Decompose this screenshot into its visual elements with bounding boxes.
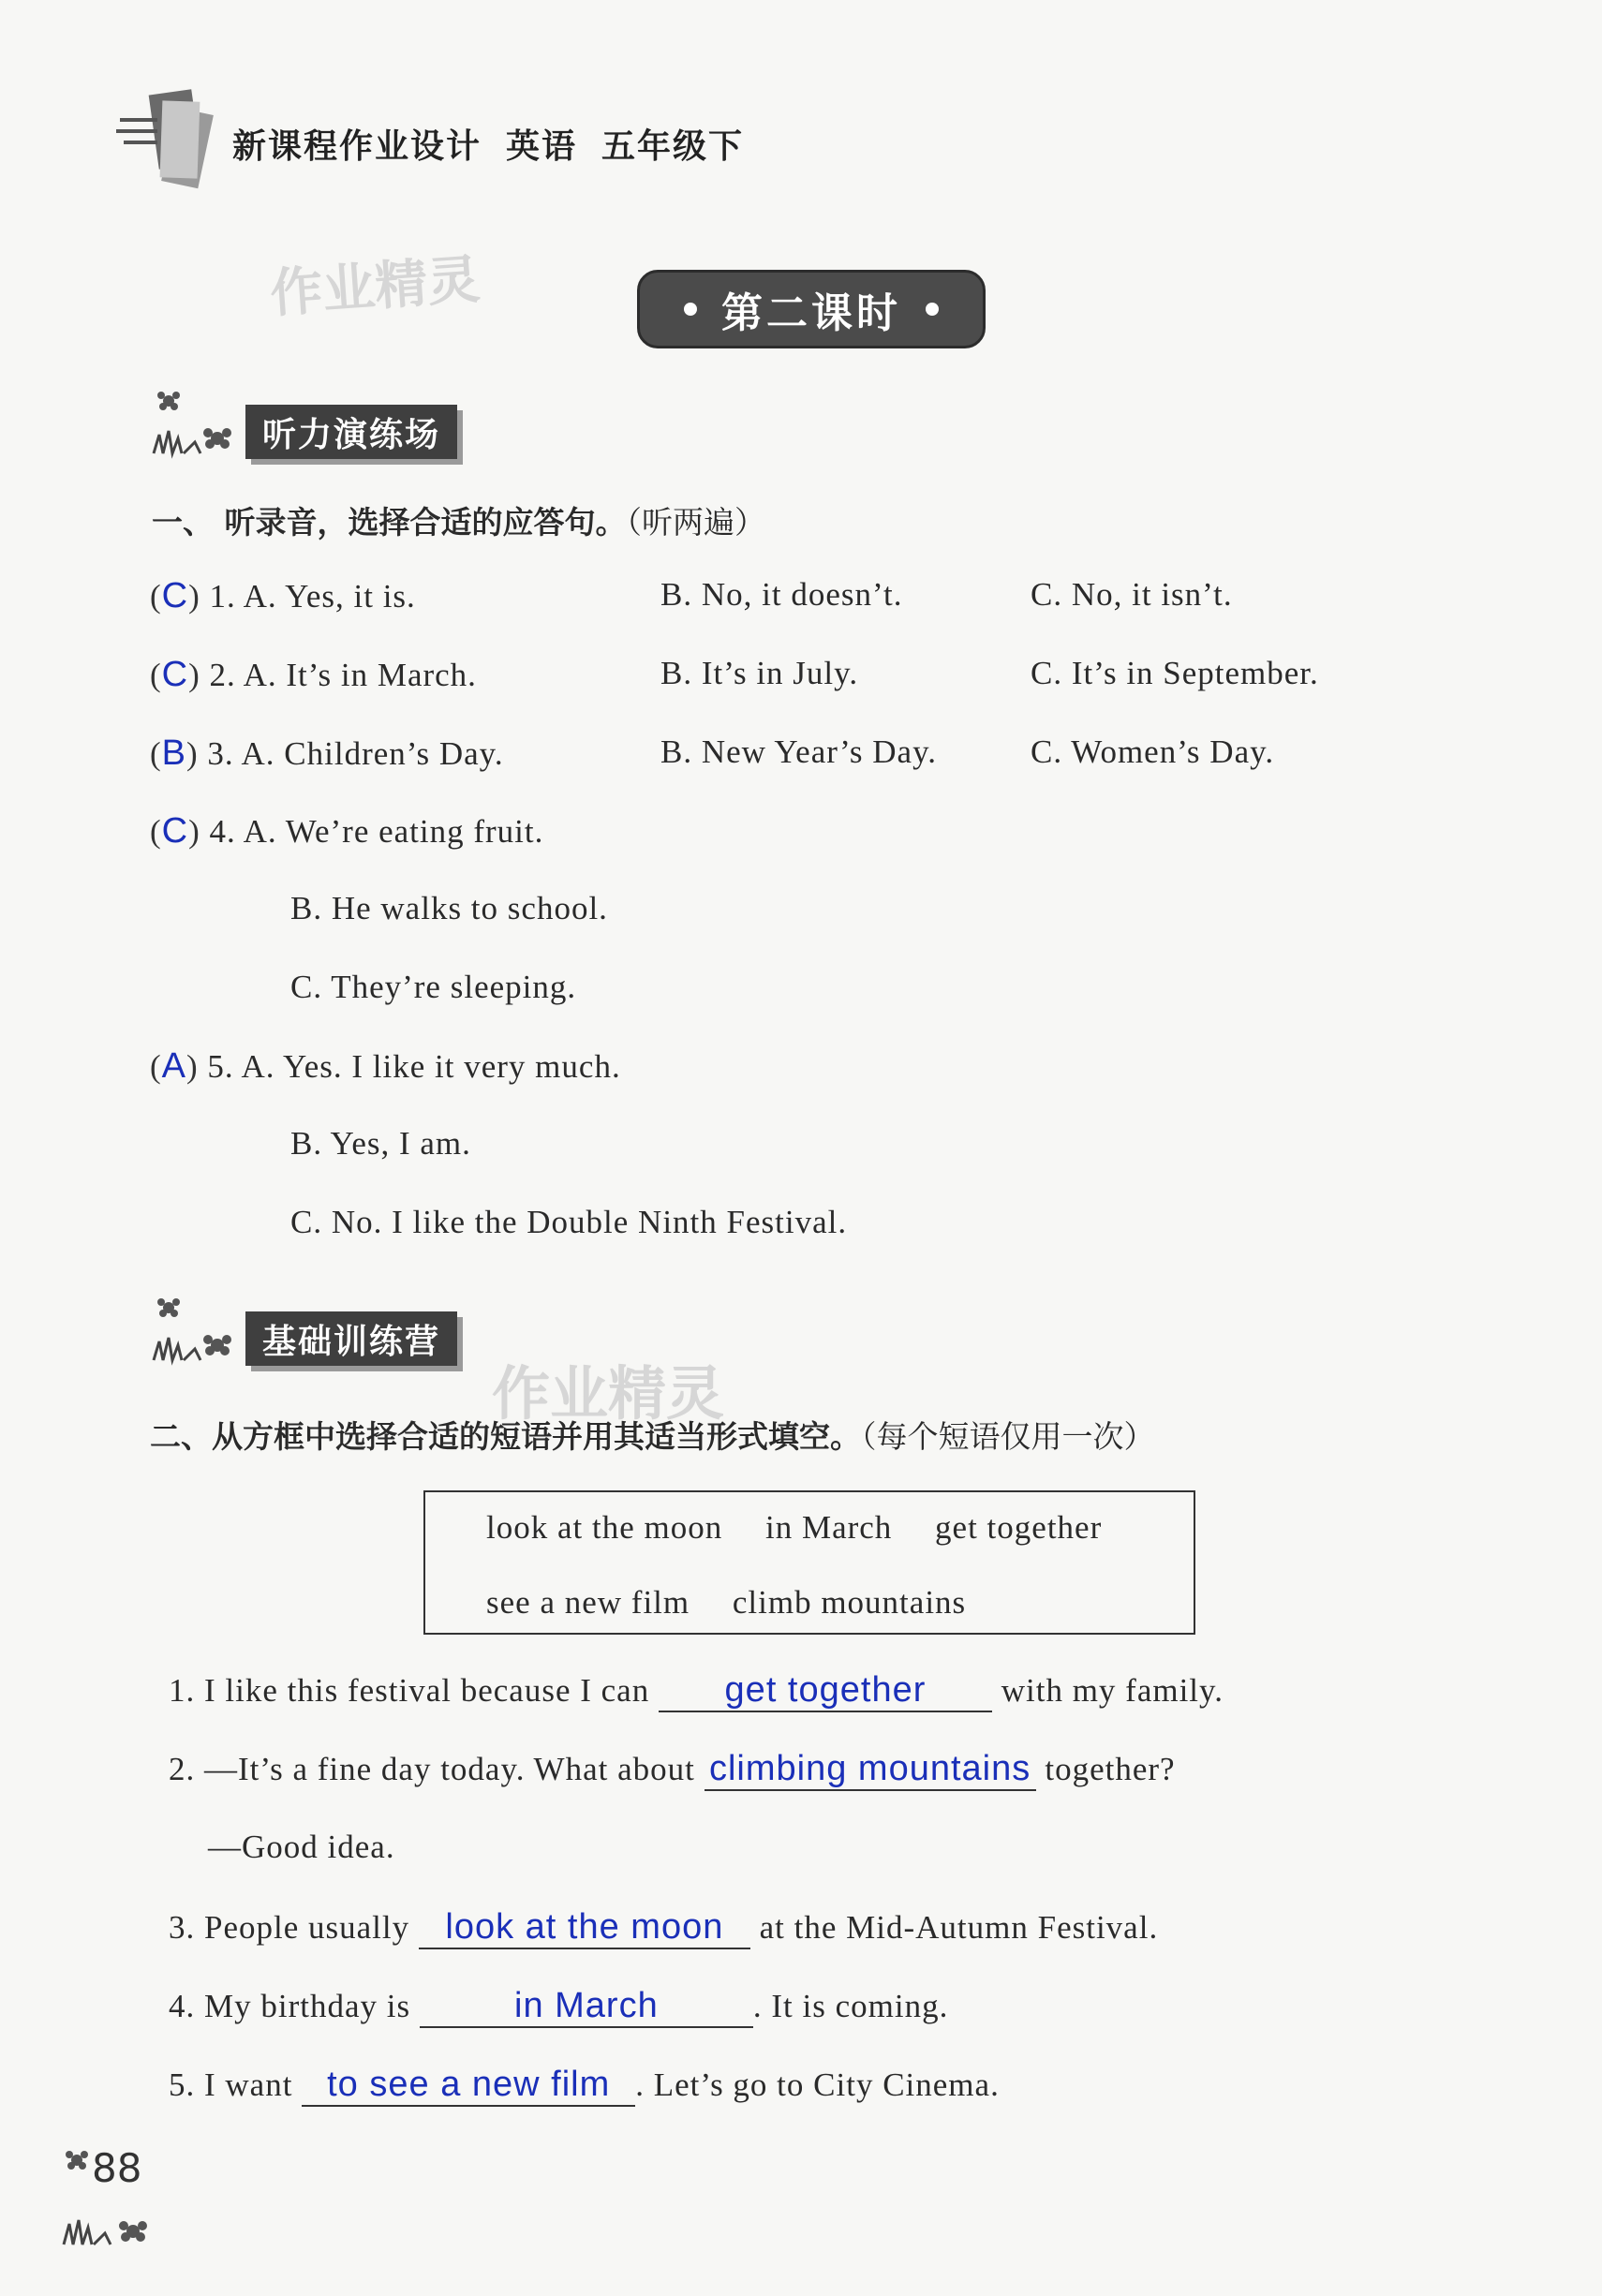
section-listening-badge: 听力演练场: [245, 405, 457, 459]
fill-answer-2: climbing mountains: [705, 1750, 1036, 1791]
question-1-option-c: C. No, it isn’t.: [1031, 576, 1233, 613]
question-5-option-c: C. No. I like the Double Ninth Festival.: [290, 1204, 848, 1240]
fill-item-4: 4. My birthday is in March . It is coming.: [169, 1987, 948, 2028]
question-3-option-c: C. Women’s Day.: [1031, 733, 1275, 770]
answer-4: C: [161, 811, 189, 851]
question-3-option-b: B. New Year’s Day.: [660, 733, 938, 770]
section1-instruction: 一、 听录音，选择合适的应答句。（听两遍）: [152, 504, 765, 541]
fill-answer-3: look at the moon: [419, 1908, 750, 1949]
fill-item-2: 2. —It’s a fine day today. What about climbing mountains together?: [169, 1750, 1176, 1791]
question-1: (C) 1. A. Yes, it is.: [150, 576, 416, 615]
section2-instruction: 二、从方框中选择合适的短语并用其适当形式填空。（每个短语仅用一次）: [150, 1418, 1155, 1455]
fill-answer-1: get together: [659, 1671, 992, 1712]
header-book-icon: [116, 82, 229, 195]
phrase-box-row-1: [486, 1509, 1102, 1547]
answer-2: C: [161, 655, 189, 694]
question-5: (A) 5. A. Yes. I like it very much.: [150, 1046, 621, 1086]
question-5-option-b: B. Yes, I am.: [290, 1125, 471, 1162]
question-4-option-c: C. They’re sleeping.: [290, 969, 577, 1005]
fill-item-2-reply: —Good idea.: [208, 1829, 395, 1865]
fill-item-1: 1. I like this festival because I can get together with my family.: [169, 1671, 1224, 1712]
page-number: 88: [92, 2145, 142, 2191]
phrase: see a new film: [486, 1584, 690, 1621]
question-4-option-b: B. He walks to school.: [290, 890, 608, 926]
question-2-option-c: C. It’s in September.: [1031, 655, 1319, 691]
phrase: in March: [764, 1509, 893, 1546]
phrase: look at the moon: [486, 1509, 723, 1546]
answer-1: C: [161, 576, 189, 615]
section-basic-training-badge: 基础训练营: [245, 1311, 457, 1366]
question-2-option-b: B. It’s in July.: [660, 655, 859, 691]
question-2: (C) 2. A. It’s in March.: [150, 655, 477, 694]
fill-answer-5: to see a new film: [302, 2066, 635, 2107]
phrase-box-row-2: [486, 1584, 966, 1622]
fill-item-5: 5. I want to see a new film . Let’s go to City Cinema.: [169, 2066, 1000, 2107]
answer-3: B: [161, 733, 187, 773]
header-title: 新课程作业设计 英语 五年级下: [232, 127, 745, 166]
fill-answer-4: in March: [420, 1987, 753, 2028]
phrase-box: [423, 1490, 1195, 1635]
answer-5: A: [161, 1046, 187, 1086]
phrase: climb mountains: [732, 1584, 967, 1621]
lesson-title-banner: [637, 270, 986, 348]
bullet-dot-icon: [926, 303, 939, 316]
lesson-title: 第二课时: [721, 289, 901, 337]
fill-item-3: 3. People usually look at the moon at the Mid-Autumn Festival.: [169, 1908, 1158, 1949]
bullet-dot-icon: [684, 303, 697, 316]
flower-grass-icon: [150, 386, 244, 461]
question-1-option-b: B. No, it doesn’t.: [660, 576, 903, 613]
flower-grass-icon: [150, 1293, 244, 1368]
question-4: (C) 4. A. We’re eating fruit.: [150, 811, 544, 851]
phrase: get together: [935, 1509, 1103, 1546]
watermark-top: 作业精灵: [268, 249, 482, 325]
question-3: (B) 3. A. Children’s Day.: [150, 733, 504, 773]
watermark-middle: 作业精灵: [492, 1359, 725, 1428]
